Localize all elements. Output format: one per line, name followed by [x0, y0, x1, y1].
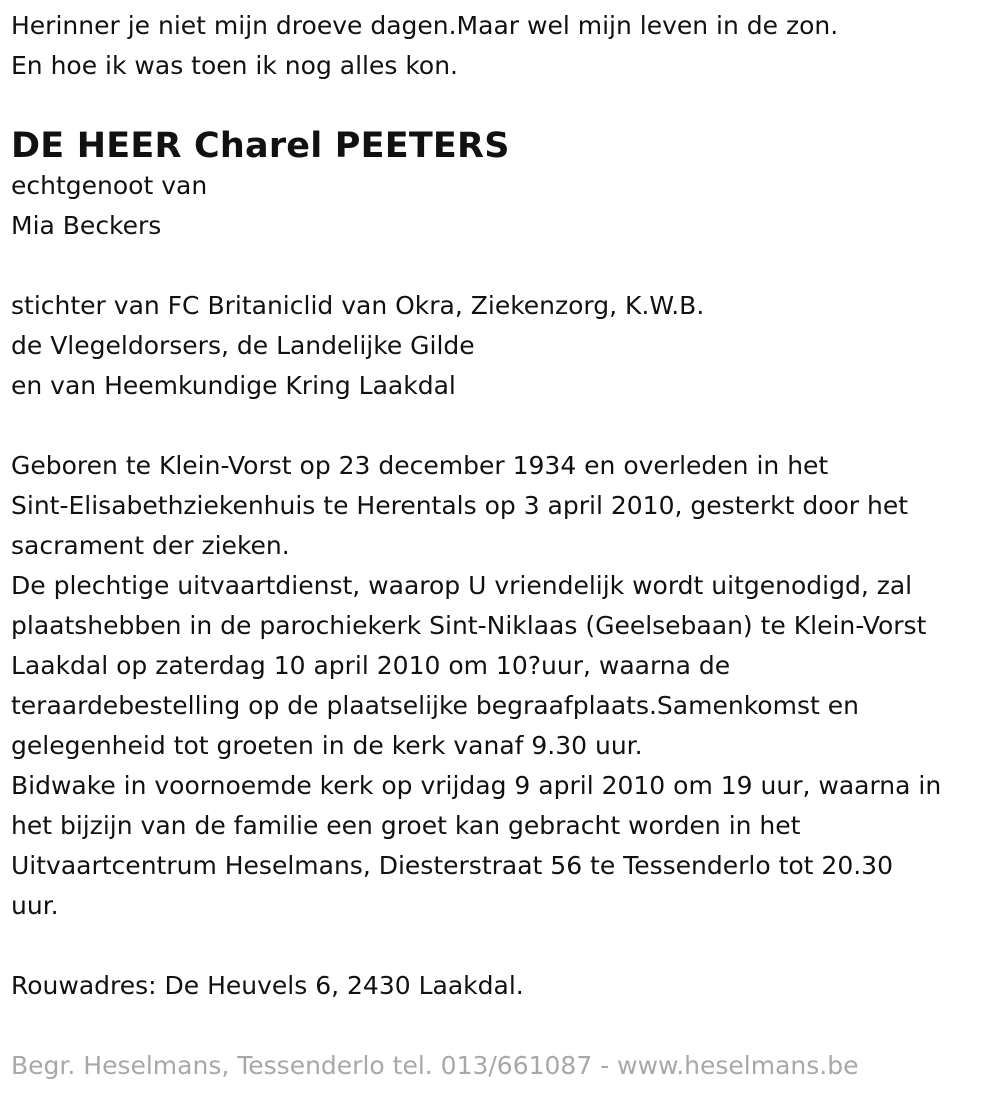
- spacer: [11, 406, 991, 446]
- announcement-block: [11, 446, 991, 926]
- announcement-line: gelegenheid tot groeten in de kerk vanaf 9.30 uur.: [11, 731, 643, 760]
- announcement-line: Laakdal op zaterdag 10 april 2010 om 10?uur, waarna de: [11, 651, 731, 680]
- spacer: [11, 1006, 991, 1046]
- membership-line: en van Heemkundige Kring Laakdal: [11, 371, 456, 400]
- memberships-block: [11, 286, 991, 406]
- mourning-address: Rouwadres: De Heuvels 6, 2430 Laakdal.: [11, 971, 524, 1000]
- announcement-line: Uitvaartcentrum Heselmans, Diesterstraat 56 te Tessenderlo tot 20.30: [11, 851, 893, 880]
- quote-line: Herinner je niet mijn droeve dagen.Maar wel mijn leven in de zon.: [11, 11, 839, 40]
- announcement-line: teraardebestelling op de plaatselijke begraafplaats.Samenkomst en: [11, 691, 859, 720]
- quote-line: En hoe ik was toen ik nog alles kon.: [11, 51, 458, 80]
- membership-line: de Vlegeldorsers, de Landelijke Gilde: [11, 331, 475, 360]
- announcement-line: het bijzijn van de familie een groet kan gebracht worden in het: [11, 811, 801, 840]
- announcement-line: Geboren te Klein-Vorst op 23 december 1934 en overleden in het: [11, 451, 829, 480]
- spacer: [11, 246, 991, 286]
- spacer: [11, 926, 991, 966]
- membership-line: stichter van FC Britaniclid van Okra, Ziekenzorg, K.W.B.: [11, 291, 705, 320]
- spouse-block: [11, 166, 991, 246]
- announcement-line: sacrament der zieken.: [11, 531, 290, 560]
- obituary-notice: [11, 6, 991, 1086]
- announcement-line: Sint-Elisabethziekenhuis te Herentals op 3 april 2010, gesterkt door het: [11, 491, 909, 520]
- deceased-name: DE HEER Charel PEETERS: [11, 126, 510, 166]
- spouse-label: echtgenoot van: [11, 171, 208, 200]
- announcement-line: Bidwake in voornoemde kerk op vrijdag 9 april 2010 om 19 uur, waarna in: [11, 771, 942, 800]
- spouse-name: Mia Beckers: [11, 211, 162, 240]
- funeral-home-footer: Begr. Heselmans, Tessenderlo tel. 013/661087 - www.heselmans.be: [11, 1051, 859, 1080]
- announcement-line: plaatshebben in de parochiekerk Sint-Niklaas (Geelsebaan) te Klein-Vorst: [11, 611, 927, 640]
- announcement-line: uur.: [11, 891, 59, 920]
- quote-block: [11, 6, 991, 86]
- announcement-line: De plechtige uitvaartdienst, waarop U vriendelijk wordt uitgenodigd, zal: [11, 571, 913, 600]
